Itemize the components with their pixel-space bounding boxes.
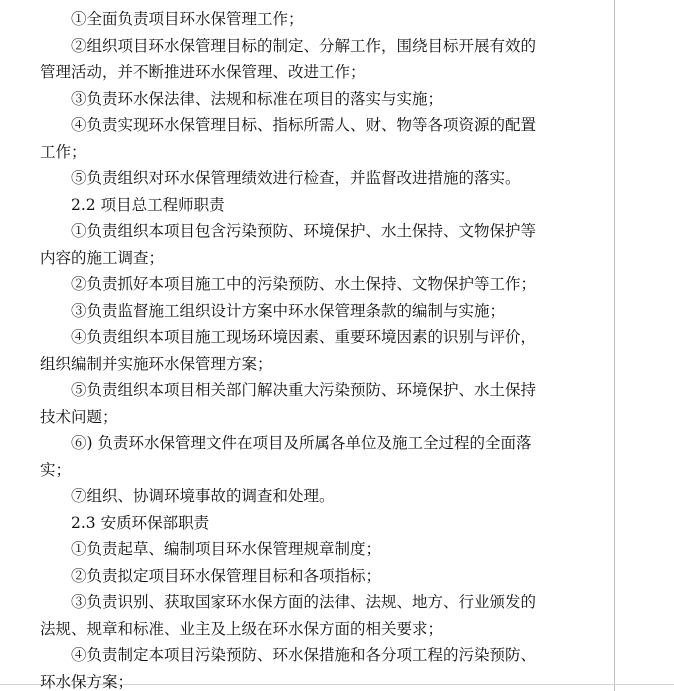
document-line: ⑤负责组织本项目相关部门解决重大污染预防、环境保护、水土保持 xyxy=(71,381,537,399)
document-line: ⑥) 负责环水保管理文件在项目及所属各单位及施工全过程的全面落 xyxy=(71,434,532,452)
document-line: 2.3 安质环保部职责 xyxy=(71,513,210,532)
document-line: ④负责组织本项目施工现场环境因素、重要环境因素的识别与评价， xyxy=(71,328,537,346)
document-line: ④负责实现环水保管理目标、指标所需人、财、物等各项资源的配置 xyxy=(71,116,537,134)
document-line: 实； xyxy=(40,460,72,479)
document-line: ②负责抓好本项目施工中的污染预防、水土保持、文物保护等工作； xyxy=(71,275,537,293)
document-line: ④负责制定本项目污染预防、环水保措施和各分项工程的污染预防、 xyxy=(71,646,537,664)
document-line: ①全面负责项目环水保管理工作； xyxy=(71,10,304,28)
document-line: 组织编制并实施环水保管理方案； xyxy=(40,354,273,373)
document-line: ②负责拟定项目环水保管理目标和各项指标； xyxy=(71,566,382,585)
document-line: 技术问题； xyxy=(40,407,118,426)
document-line: ③负责识别、获取国家环水保方面的法律、法规、地方、行业颁发的 xyxy=(71,593,537,611)
document-line: ③负责监督施工组织设计方案中环水保管理条款的编制与实施； xyxy=(71,301,506,320)
document-line: 环水保方案； xyxy=(40,672,134,691)
document-line: 管理活动，并不断推进环水保管理、改进工作； xyxy=(40,63,366,81)
document-line: 工作； xyxy=(40,142,87,161)
document-line: ②组织项目环水保管理目标的制定、分解工作，围绕目标开展有效的 xyxy=(71,36,537,55)
document-line: ①负责组织本项目包含污染预防、环境保护、水土保持、文物保护等 xyxy=(71,222,537,240)
document-line: ①负责起草、编制项目环水保管理规章制度； xyxy=(71,540,382,558)
document-line: 内容的施工调查； xyxy=(40,248,165,267)
document-line: 法规、规章和标准、业主及上级在环水保方面的相关要求； xyxy=(40,619,444,638)
document-line: 2.2 项目总工程师职责 xyxy=(71,195,225,214)
document-line: ③负责环水保法律、法规和标准在项目的落实与实施； xyxy=(71,89,444,108)
document-line: ⑦组织、协调环境事故的调查和处理。 xyxy=(71,487,335,505)
right-margin-guide xyxy=(614,0,615,691)
document-line: ⑤负责组织对环水保管理绩效进行检查，并监督改进措施的落实。 xyxy=(71,169,521,187)
